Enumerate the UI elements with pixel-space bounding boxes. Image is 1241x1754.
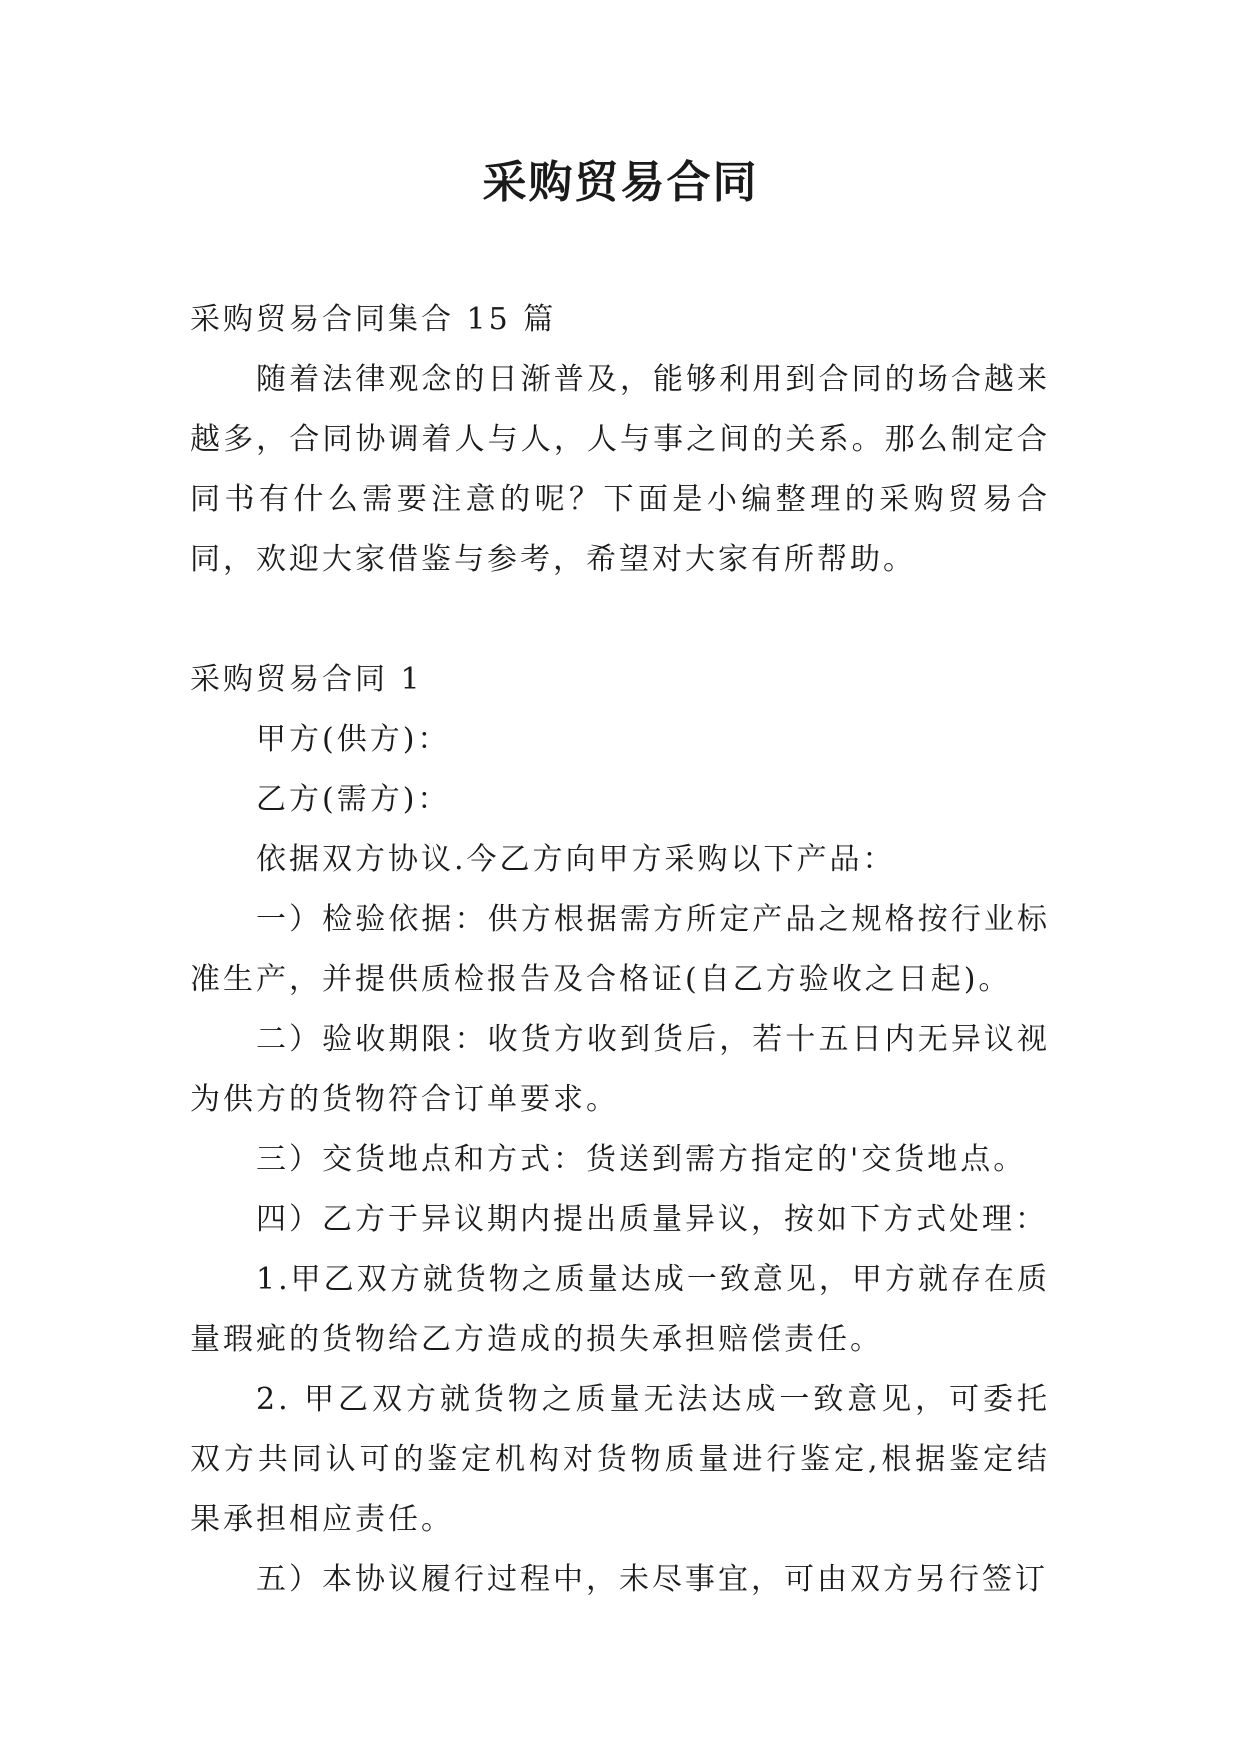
intro-paragraph: 随着法律观念的日渐普及，能够利用到合同的场合越来越多，合同协调着人与人，人与事之间的关系。那么制定合同书有什么需要注意的呢？下面是小编整理的采购贸易合同，欢迎大家借鉴与参考，希望对大家有所帮助。 — [190, 362, 1050, 577]
clause-5: 五）本协议履行过程中，未尽事宜，可由双方另行签订 — [256, 1562, 1048, 1597]
document-body — [190, 290, 1050, 1610]
section-heading: 采购贸易合同 1 — [190, 662, 423, 697]
clause-1: 一）检验依据：供方根据需方所定产品之规格按行业标准生产，并提供质检报告及合格证(自乙方验收之日起)。 — [190, 902, 1050, 997]
party-b-line: 乙方(需方)： — [256, 782, 451, 817]
clause-4-2: 2. 甲乙双方就货物之质量无法达成一致意见，可委托双方共同认可的鉴定机构对货物质量进行鉴定,根据鉴定结果承担相应责任。 — [190, 1382, 1050, 1537]
preamble-line: 依据双方协议.今乙方向甲方采购以下产品： — [256, 842, 896, 877]
document-subtitle: 采购贸易合同集合 15 篇 — [190, 302, 557, 337]
clause-3: 三）交货地点和方式：货送到需方指定的'交货地点。 — [256, 1142, 1027, 1177]
document-title: 采购贸易合同 — [482, 157, 759, 208]
clause-4-1: 1.甲乙双方就货物之质量达成一致意见，甲方就存在质量瑕疵的货物给乙方造成的损失承担赔偿责任。 — [190, 1262, 1050, 1357]
clause-2: 二）验收期限：收货方收到货后，若十五日内无异议视为供方的货物符合订单要求。 — [190, 1022, 1050, 1117]
paragraph-gap — [190, 590, 1050, 650]
party-a-line: 甲方(供方)： — [256, 722, 451, 757]
clause-4: 四）乙方于异议期内提出质量异议，按如下方式处理： — [256, 1202, 1048, 1237]
